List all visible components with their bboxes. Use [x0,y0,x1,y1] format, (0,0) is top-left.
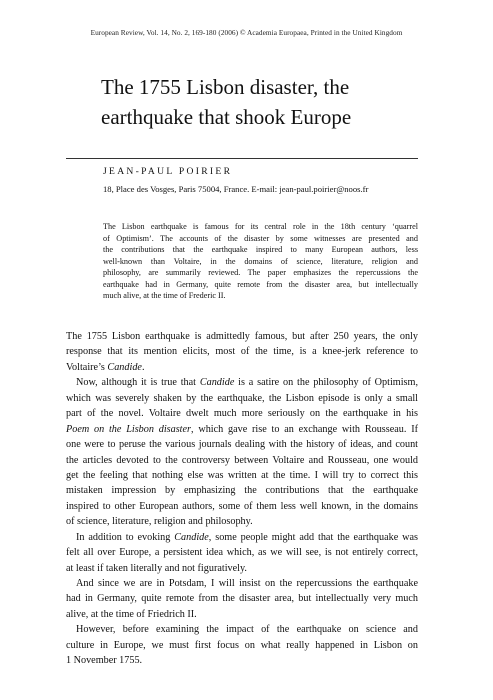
author-name: JEAN-PAUL POIRIER [103,166,233,177]
italic-title-candide: Candide [174,531,209,543]
body-line: had in Germany, quite remote from the disaster area, but intellectually very much [66,593,418,605]
italic-title-candide: Candide [107,361,142,373]
italic-title-candide: Candide [199,377,235,389]
text-run: Now, although it is true that [76,377,200,389]
body-line: inspired to other European authors, some of them less well known, in the domains [66,500,418,512]
title-line-1: The 1755 Lisbon disaster, the [101,75,350,99]
abstract-line: well-known than Voltaire, in the domains of science, literature, religion and [103,256,418,266]
body-line [66,375,418,390]
text-run: . [141,361,145,373]
body-line [66,530,418,545]
title-line-2: earthquake that shook Europe [101,105,352,129]
body-line: felt all over Europe, a persistent idea which, as we will see, is not entirely correct, [66,547,418,559]
text-run: , some people might add that the earthquake was [208,531,418,543]
body-line: one were to peruse the various journals dealing with the history of ideas, and count [66,439,418,451]
abstract-line: The Lisbon earthquake is famous for its central role in the 18th century ‘quarrel [103,222,418,231]
body-line: culture in Europe, we must first focus on what really happened in Lisbon on [66,639,418,651]
title-divider [66,158,418,159]
body-line: 1 November 1755. [66,655,143,667]
body-line: which was severely shaken by the earthquake, the Lisbon episode is only a small [66,392,418,404]
italic-title-poem: Poem on the Lisbon disaster [66,423,191,435]
body-line: mistaken impression by emphasizing the contributions that the earthquake [66,485,418,497]
text-run: In addition to evoking [76,531,175,543]
abstract-line: of Optimism’. The accounts of the disaster by some witnesses are presented and [103,233,418,243]
journal-citation-header: European Review, Vol. 14, No. 2, 169-180 (2006) © Academia Europaea, Printed in the United Kingdom [90,28,403,37]
article-body [66,329,418,669]
author-affiliation: 18, Place des Vosges, Paris 75004, France. E-mail: jean-paul.poirier@noos.fr [103,184,369,194]
text-run: Voltaire’s [66,361,108,373]
article-title [101,72,431,132]
body-line [66,422,418,437]
body-line: response that its mention elicits, most of the time, is a knee-jerk reference to [66,346,418,358]
abstract-line: the contributions that the earthquake inspired to many European authors, less [103,245,418,254]
body-line: The 1755 Lisbon earthquake is admittedly famous, but after 250 years, the only [66,331,418,342]
abstract-line: much alive, at the time of Frederic II. [103,291,226,300]
abstract-line: philosophy, are summarily reviewed. The paper emphasizes the repercussions the [103,268,418,277]
text-run: is a satire on the philosophy of Optimism, [234,377,418,389]
body-line: part of the novel. Voltaire dwelt much more seriously on the earthquake in his [66,408,418,420]
abstract-line: earthquake had in Germany, quite remote from the disaster area, but intellectually [103,279,418,289]
body-line: get the feeling that nothing else was written at the time. I will try to correct this [66,469,418,481]
body-line [66,360,418,375]
abstract [103,221,418,302]
body-line: of science, literature, religion and philosophy. [66,516,253,528]
body-line: alive, at the time of Friedrich II. [66,608,197,620]
body-line: And since we are in Potsdam, I will insist on the repercussions the earthquake [76,578,418,589]
body-line: the articles devoted to the controversy between Voltaire and Rousseau, one would [66,454,418,466]
body-line: However, before examining the impact of the earthquake on science and [76,624,418,636]
body-line: at least if taken literally and not figuratively. [66,562,247,574]
text-run: , which gave rise to an exchange with Rousseau. If [191,423,418,435]
